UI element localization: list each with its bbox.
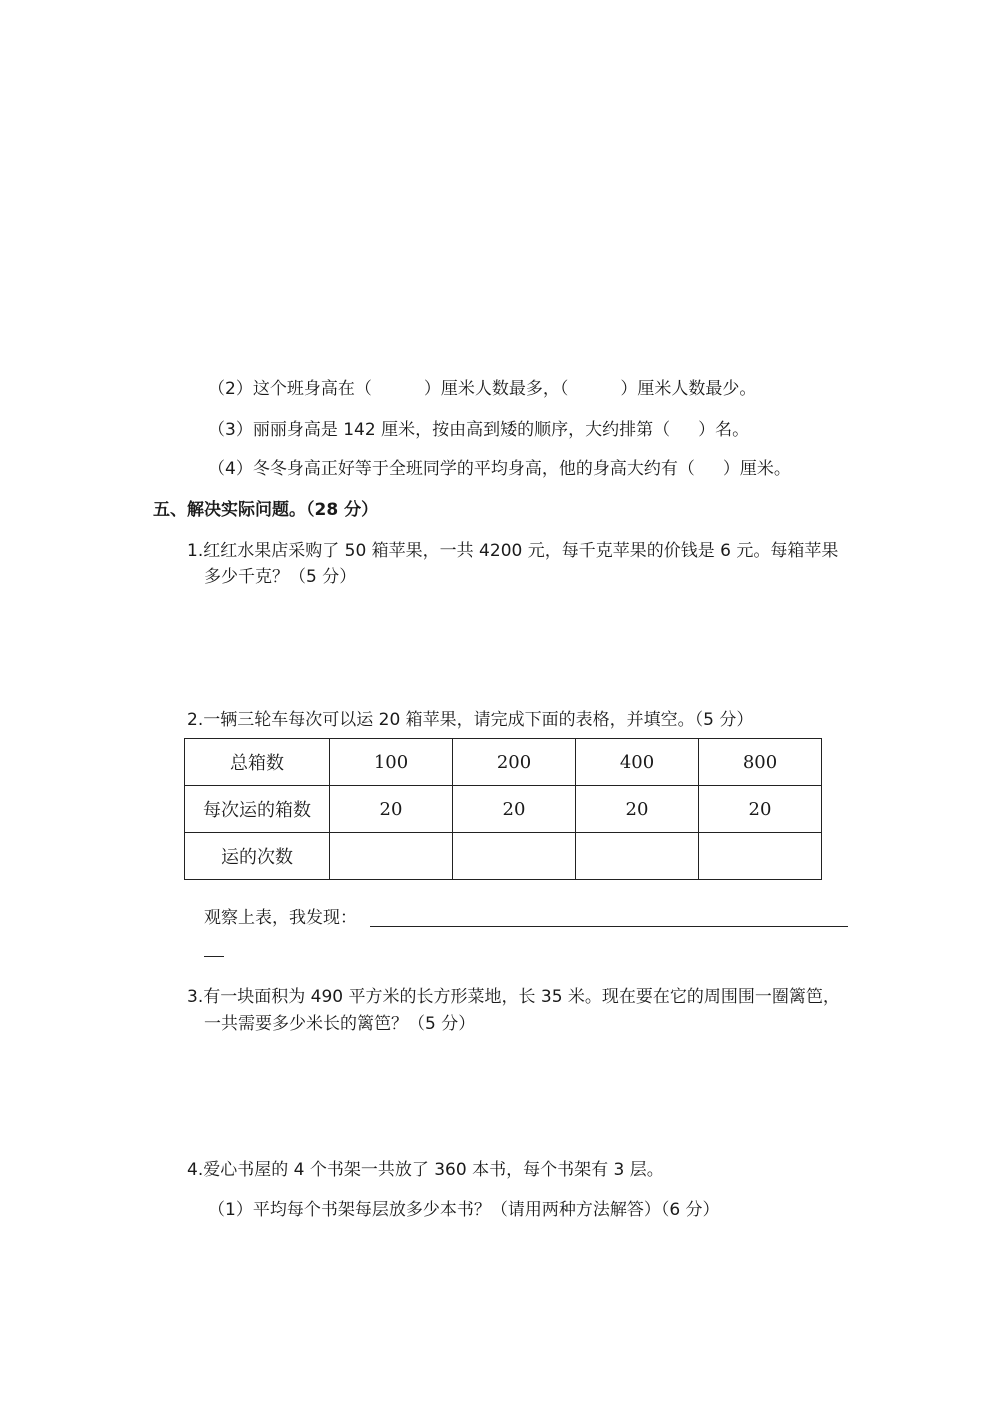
- table-cell: 20: [576, 786, 699, 833]
- question-4-2: [208, 377, 756, 401]
- table-cell: 20: [453, 786, 576, 833]
- problem-4-line-1: 4.爱心书屋的 4 个书架一共放了 360 本书，每个书架有 3 层。: [187, 1160, 664, 1180]
- question-4-3: [208, 418, 749, 442]
- row-label-total: 总箱数: [185, 739, 330, 786]
- table-cell: 800: [699, 739, 822, 786]
- table-row: [185, 786, 822, 833]
- answer-cell[interactable]: [330, 833, 453, 880]
- q4-4-suffix: ）厘米。: [722, 459, 791, 479]
- problem-3-line-1: 3.有一块面积为 490 平方米的长方形菜地，长 35 米。现在要在它的周围围一圈篱笆，: [187, 987, 840, 1007]
- q4-2-middle: ）厘米人数最多，（: [423, 379, 569, 399]
- problem-1-line-1: 1.红红水果店采购了 50 箱苹果，一共 4200 元，每千克苹果的价钱是 6 元。每箱苹果: [187, 541, 839, 561]
- observe-answer-line[interactable]: [370, 926, 848, 927]
- q4-2-suffix: ）厘米人数最少。: [620, 379, 757, 399]
- problem-4-sub-1: （1）平均每个书架每层放多少本书？（请用两种方法解答）（6 分）: [208, 1200, 720, 1220]
- observe-label: 观察上表，我发现：: [204, 908, 357, 928]
- table-cell: 200: [453, 739, 576, 786]
- q4-3-prefix: （3）丽丽身高是 142 厘米，按由高到矮的顺序，大约排第（: [208, 420, 671, 440]
- row-label-trips: 运的次数: [185, 833, 330, 880]
- problem-1-line-2: 多少千克？（5 分）: [204, 567, 357, 587]
- problem-3-line-2: 一共需要多少米长的篱笆？（5 分）: [204, 1014, 476, 1034]
- problem-2-line-1: 2.一辆三轮车每次可以运 20 箱苹果，请完成下面的表格，并填空。（5 分）: [187, 710, 754, 730]
- transport-table: [184, 738, 822, 880]
- table-cell: 100: [330, 739, 453, 786]
- q4-2-prefix: （2）这个班身高在（: [208, 379, 372, 399]
- table-cell: 20: [330, 786, 453, 833]
- table-cell: 400: [576, 739, 699, 786]
- answer-cell[interactable]: [453, 833, 576, 880]
- question-4-4: [208, 457, 791, 481]
- answer-cell[interactable]: [576, 833, 699, 880]
- q4-4-prefix: （4）冬冬身高正好等于全班同学的平均身高，他的身高大约有（: [208, 459, 695, 479]
- answer-cell[interactable]: [699, 833, 822, 880]
- table-cell: 20: [699, 786, 822, 833]
- observe-answer-line-continued[interactable]: [204, 956, 224, 957]
- row-label-per-trip: 每次运的箱数: [185, 786, 330, 833]
- q4-3-suffix: ）名。: [698, 420, 750, 440]
- table-row: [185, 739, 822, 786]
- table-row: [185, 833, 822, 880]
- section-5-title: 五、解决实际问题。（28 分）: [153, 500, 379, 520]
